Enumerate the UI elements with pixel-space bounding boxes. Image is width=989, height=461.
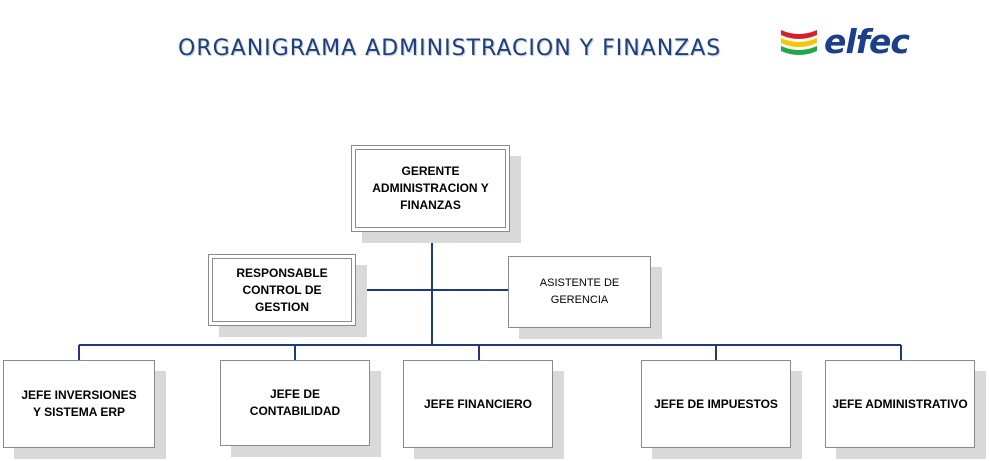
staff-node-label: ASISTENTE DE GERENCIA — [539, 277, 620, 306]
page-title: ORGANIGRAMA ADMINISTRACION Y FINANZAS — [178, 36, 722, 61]
dept-node-label: JEFE FINANCIERO — [423, 396, 532, 411]
dept-node-administrativo — [825, 360, 975, 448]
dept-node-inversiones — [3, 360, 155, 448]
dept-node-impuestos — [641, 360, 791, 448]
dept-node-contabilidad — [220, 360, 370, 446]
staff-node-label: RESPONSABLE CONTROL DE GESTION — [236, 265, 328, 314]
staff-node-asistente — [508, 256, 651, 328]
root-node-label: GERENTE ADMINISTRACION Y FINANZAS — [372, 164, 489, 212]
dept-node-label: JEFE INVERSIONES Y SISTEMA ERP — [21, 388, 137, 419]
dept-node-label: JEFE DE CONTABILIDAD — [249, 387, 341, 418]
dept-node-label: JEFE ADMINISTRATIVO — [832, 396, 968, 411]
dept-node-financiero — [403, 360, 553, 448]
dept-node-label: JEFE DE IMPUESTOS — [654, 396, 778, 411]
logo-text: elfec — [824, 22, 909, 61]
root-node — [351, 145, 510, 232]
staff-node-control-gestion — [208, 254, 356, 326]
